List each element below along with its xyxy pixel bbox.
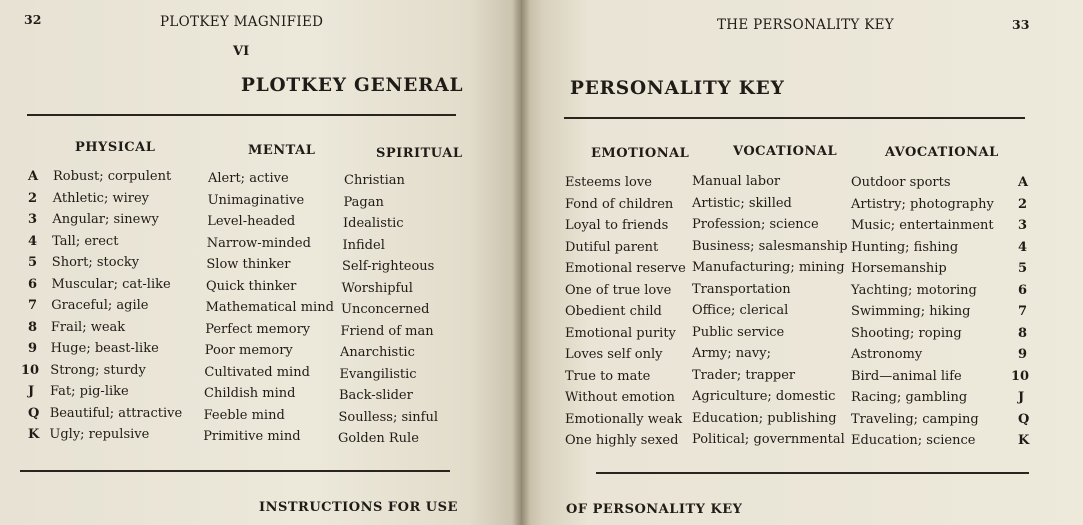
cell-mental: Childish mind <box>204 386 296 401</box>
cell-spiritual: Worshipful <box>341 280 413 296</box>
row-label: 3 <box>28 212 38 227</box>
cell-spiritual: Infidel <box>342 237 385 253</box>
right-page-title: PERSONALITY KEY <box>570 78 785 99</box>
cell-avocational: Hunting; fishing <box>851 239 959 255</box>
cell-vocational: Manufacturing; mining <box>692 260 845 275</box>
cell-emotional: One highly sexed <box>565 433 679 448</box>
cell-emotional: Dutiful parent <box>565 239 659 255</box>
right-page-number: 33 <box>1012 17 1030 32</box>
book-gutter <box>512 0 530 525</box>
cell-avocational: Outdoor sports <box>851 175 951 190</box>
cell-physical: Athletic; wirey <box>52 190 150 206</box>
cell-avocational: Astronomy <box>851 347 923 362</box>
cell-spiritual: Soulless; sinful <box>338 409 439 425</box>
row-label: 3 <box>1018 218 1028 233</box>
cell-emotional: Esteems love <box>565 175 652 190</box>
row-label: 10 <box>1011 368 1030 384</box>
cell-emotional: Obedient child <box>565 304 662 319</box>
row-label: A <box>28 169 39 184</box>
cell-emotional: Emotionally weak <box>565 411 683 427</box>
cell-vocational: Education; publishing <box>692 410 837 426</box>
cell-avocational: Yachting; motoring <box>851 282 977 298</box>
column-header-physical: PHYSICAL <box>75 140 156 155</box>
cell-physical: Muscular; cat-like <box>51 276 171 292</box>
right-bottom-heading: OF PERSONALITY KEY <box>566 502 743 517</box>
cell-mental: Poor memory <box>204 343 293 358</box>
cell-physical: Fat; pig-like <box>50 384 129 399</box>
left-running-header: PLOTKEY MAGNIFIED <box>160 14 324 30</box>
cell-avocational: Shooting; roping <box>851 325 962 341</box>
cell-vocational: Public service <box>692 324 785 340</box>
row-label: 6 <box>1018 282 1028 298</box>
cell-physical: Frail; weak <box>50 319 126 335</box>
left-bottom-heading: INSTRUCTIONS FOR USE <box>259 500 458 515</box>
row-label: 2 <box>1018 196 1028 212</box>
cell-emotional: One of true love <box>565 282 672 298</box>
cell-physical: Robust; corpulent <box>53 169 172 184</box>
row-label: 8 <box>1018 325 1028 341</box>
cell-avocational: Traveling; camping <box>851 411 979 427</box>
row-label: 9 <box>28 341 38 356</box>
cell-mental: Level-headed <box>207 214 296 229</box>
cell-mental: Mathematical mind <box>205 300 334 315</box>
cell-physical: Tall; erect <box>52 233 119 249</box>
cell-physical: Strong; sturdy <box>50 362 146 378</box>
cell-physical: Short; stocky <box>51 255 140 270</box>
row-label: 6 <box>28 276 38 292</box>
row-label: 8 <box>28 319 38 335</box>
chapter-number: VI <box>233 44 250 59</box>
cell-spiritual: Golden Rule <box>338 431 419 446</box>
cell-physical: Angular; sinewy <box>52 212 159 227</box>
cell-mental: Perfect memory <box>205 321 311 337</box>
cell-avocational: Artistry; photography <box>851 196 994 212</box>
row-label: Q <box>28 405 40 421</box>
cell-vocational: Trader; trapper <box>692 367 796 383</box>
row-label: A <box>1018 175 1029 190</box>
row-label: 2 <box>28 190 38 206</box>
cell-mental: Slow thinker <box>206 257 291 272</box>
cell-avocational: Swimming; hiking <box>851 304 971 319</box>
cell-avocational: Education; science <box>851 433 976 448</box>
cell-spiritual: Anarchistic <box>340 345 415 360</box>
cell-avocational: Bird—animal life <box>851 368 962 384</box>
cell-spiritual: Pagan <box>343 194 384 210</box>
right-page <box>521 0 1083 525</box>
cell-physical: Graceful; agile <box>51 298 149 313</box>
cell-spiritual: Back-slider <box>339 388 413 403</box>
row-label: K <box>1018 433 1030 448</box>
column-header-mental: MENTAL <box>248 143 316 158</box>
cell-spiritual: Unconcerned <box>341 302 430 317</box>
cell-physical: Ugly; repulsive <box>49 427 150 442</box>
cell-avocational: Horsemanship <box>851 261 947 276</box>
row-label: Q <box>1018 411 1030 427</box>
row-label: K <box>28 427 40 442</box>
left-page-title: PLOTKEY GENERAL <box>241 75 464 96</box>
column-header-avocational: AVOCATIONAL <box>885 145 999 160</box>
row-label: 7 <box>1018 304 1028 319</box>
row-label: 10 <box>21 362 40 378</box>
cell-vocational: Office; clerical <box>692 303 789 318</box>
right-running-header: THE PERSONALITY KEY <box>717 17 894 33</box>
column-header-vocational: VOCATIONAL <box>733 144 838 159</box>
cell-mental: Unimaginative <box>207 192 305 208</box>
row-label: 9 <box>1018 347 1028 362</box>
cell-emotional: Emotional purity <box>565 325 676 341</box>
cell-vocational: Business; salesmanship <box>692 238 848 254</box>
left-top-rule <box>27 114 456 116</box>
row-label: 4 <box>1018 239 1028 255</box>
cell-avocational: Racing; gambling <box>851 390 968 405</box>
cell-spiritual: Friend of man <box>340 323 434 339</box>
cell-mental: Alert; active <box>208 171 289 186</box>
cell-spiritual: Self-righteous <box>342 259 435 274</box>
column-header-emotional: EMOTIONAL <box>591 146 690 161</box>
row-label: 7 <box>28 298 38 313</box>
left-page <box>0 0 521 525</box>
cell-vocational: Manual labor <box>692 174 781 189</box>
left-bottom-rule <box>20 470 450 472</box>
cell-vocational: Profession; science <box>692 217 819 232</box>
cell-mental: Primitive mind <box>203 429 301 444</box>
cell-mental: Feeble mind <box>203 407 285 423</box>
row-label: 5 <box>28 255 38 270</box>
right-bottom-rule <box>596 472 1029 474</box>
cell-physical: Beautiful; attractive <box>49 405 183 421</box>
cell-emotional: Loves self only <box>565 347 663 362</box>
cell-mental: Quick thinker <box>206 278 297 294</box>
cell-emotional: Fond of children <box>565 196 674 212</box>
row-label: 5 <box>1018 261 1028 276</box>
cell-emotional: Loyal to friends <box>565 218 669 233</box>
row-label: J <box>1018 390 1025 405</box>
cell-emotional: True to mate <box>565 368 651 384</box>
cell-emotional: Emotional reserve <box>565 261 686 276</box>
cell-spiritual: Evangilistic <box>339 366 417 382</box>
right-top-rule <box>564 117 1025 119</box>
cell-vocational: Army; navy; <box>692 346 771 361</box>
cell-emotional: Without emotion <box>565 390 675 405</box>
cell-spiritual: Christian <box>344 173 405 188</box>
row-label: J <box>28 384 35 399</box>
cell-mental: Cultivated mind <box>204 364 310 380</box>
left-page-number: 32 <box>24 12 42 27</box>
column-header-spiritual: SPIRITUAL <box>376 146 463 161</box>
cell-avocational: Music; entertainment <box>851 218 994 233</box>
cell-spiritual: Idealistic <box>343 216 404 231</box>
cell-vocational: Transportation <box>692 281 791 297</box>
cell-physical: Huge; beast-like <box>50 341 159 356</box>
row-label: 4 <box>28 233 38 249</box>
cell-vocational: Agriculture; domestic <box>692 389 836 404</box>
cell-vocational: Artistic; skilled <box>692 195 792 211</box>
cell-mental: Narrow-minded <box>206 235 311 251</box>
cell-vocational: Political; governmental <box>692 432 845 447</box>
